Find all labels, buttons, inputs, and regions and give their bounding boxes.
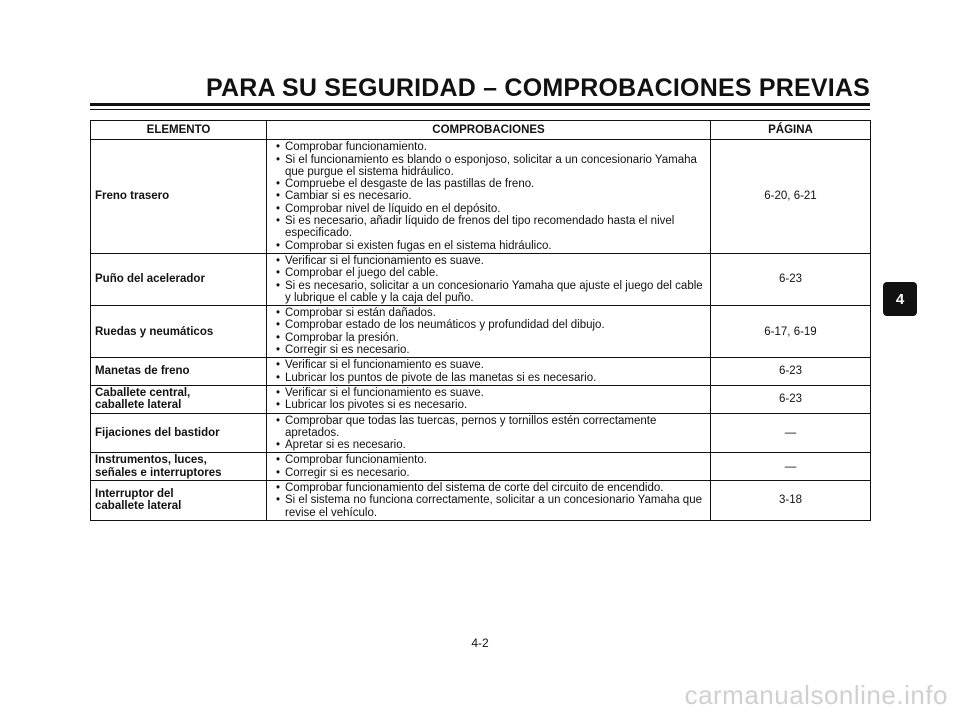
element-label: Interruptor del [95, 488, 174, 501]
check-item: • Apretar si es necesario. [271, 439, 706, 451]
table-row [91, 385, 871, 413]
page-ref-cell: 6-23 [711, 358, 871, 386]
element-label: Puño del acelerador [95, 273, 205, 286]
element-cell [91, 385, 267, 413]
checks-list [271, 307, 706, 356]
header-rule-thin [90, 109, 870, 110]
element-label: señales e interruptores [95, 466, 222, 479]
header-rule-thick [90, 103, 870, 106]
checks-cell [267, 253, 711, 305]
table-row [91, 358, 871, 386]
checks-list [271, 454, 706, 479]
check-item: • Comprobar que todas las tuercas, pernos y tornillos estén correctamente apretados. [271, 415, 706, 440]
element-cell [91, 253, 267, 305]
element-label: caballete lateral [95, 399, 182, 412]
check-item: • Comprobar estado de los neumáticos y profundidad del dibujo. [271, 319, 706, 331]
element-label: caballete lateral [95, 500, 182, 513]
check-item: • Comprobar funcionamiento. [271, 454, 706, 466]
check-item: • Si el funcionamiento es blando o esponjoso, solicitar a un concesionario Yamaha que purgue el sistema hidráulico. [271, 154, 706, 179]
check-item: • Comprobar la presión. [271, 332, 706, 344]
table-body [91, 140, 871, 521]
element-label: Fijaciones del bastidor [95, 426, 220, 439]
element-cell [91, 306, 267, 358]
page-ref-cell: — [711, 453, 871, 481]
check-item: • Lubricar los puntos de pivote de las manetas si es necesario. [271, 372, 706, 384]
checks-cell [267, 413, 711, 453]
page-ref-cell: — [711, 413, 871, 453]
page-number: 4-2 [471, 636, 489, 650]
checks-table [90, 120, 871, 521]
chapter-tab: 4 [883, 282, 917, 316]
check-item: • Verificar si el funcionamiento es suave. [271, 255, 706, 267]
check-item: • Si el sistema no funciona correctamente, solicitar a un concesionario Yamaha que revise el vehículo. [271, 494, 706, 519]
checks-list [271, 482, 706, 519]
check-item: • Comprobar si están dañados. [271, 307, 706, 319]
check-item: • Verificar si el funcionamiento es suave. [271, 359, 706, 371]
check-item: • Corregir si es necesario. [271, 344, 706, 356]
table-row [91, 481, 871, 521]
check-item: • Comprobar el juego del cable. [271, 267, 706, 279]
element-cell [91, 140, 267, 254]
checks-cell [267, 481, 711, 521]
element-label: Manetas de freno [95, 365, 190, 378]
check-item: • Comprobar nivel de líquido en el depósito. [271, 203, 706, 215]
checks-cell [267, 453, 711, 481]
checks-list [271, 255, 706, 304]
checks-cell [267, 306, 711, 358]
check-item: • Comprobar funcionamiento del sistema de corte del circuito de encendido. [271, 482, 706, 494]
element-label: Ruedas y neumáticos [95, 325, 214, 338]
table-row [91, 306, 871, 358]
table-row [91, 413, 871, 453]
check-item: • Si es necesario, añadir líquido de frenos del tipo recomendado hasta el nivel especificado. [271, 215, 706, 240]
page-ref-cell: 6-17, 6-19 [711, 306, 871, 358]
check-item: • Cambiar si es necesario. [271, 190, 706, 202]
header-element: ELEMENTO [91, 121, 267, 140]
element-cell [91, 358, 267, 386]
header-page: PÁGINA [711, 121, 871, 140]
check-item: • Verificar si el funcionamiento es suave. [271, 387, 706, 399]
check-item: • Compruebe el desgaste de las pastillas de freno. [271, 178, 706, 190]
check-item: • Corregir si es necesario. [271, 467, 706, 479]
page-ref-cell: 6-23 [711, 253, 871, 305]
check-item: • Comprobar si existen fugas en el sistema hidráulico. [271, 240, 706, 252]
page-ref-cell: 6-23 [711, 385, 871, 413]
watermark: carmanualsonline.info [684, 680, 948, 710]
table-row [91, 453, 871, 481]
check-item: • Lubricar los pivotes si es necesario. [271, 399, 706, 411]
header-checks: COMPROBACIONES [267, 121, 711, 140]
checks-cell [267, 385, 711, 413]
checks-list [271, 141, 706, 252]
element-label: Caballete central, [95, 386, 191, 399]
page-ref-cell: 6-20, 6-21 [711, 140, 871, 254]
element-label: Instrumentos, luces, [95, 454, 207, 467]
check-item: • Comprobar funcionamiento. [271, 141, 706, 153]
element-label: Freno trasero [95, 190, 170, 203]
checks-list [271, 415, 706, 452]
element-cell [91, 413, 267, 453]
element-cell [91, 453, 267, 481]
table-row [91, 253, 871, 305]
checks-cell [267, 358, 711, 386]
checks-list [271, 387, 706, 412]
table-row [91, 140, 871, 254]
check-item: • Si es necesario, solicitar a un concesionario Yamaha que ajuste el juego del cable y lubrique el cable y la caja del puño. [271, 280, 706, 305]
element-cell [91, 481, 267, 521]
page-header-title: PARA SU SEGURIDAD – COMPROBACIONES PREVIAS [205, 74, 870, 102]
checks-cell [267, 140, 711, 254]
checks-list [271, 359, 706, 384]
page-ref-cell: 3-18 [711, 481, 871, 521]
table-header-row [91, 121, 871, 140]
